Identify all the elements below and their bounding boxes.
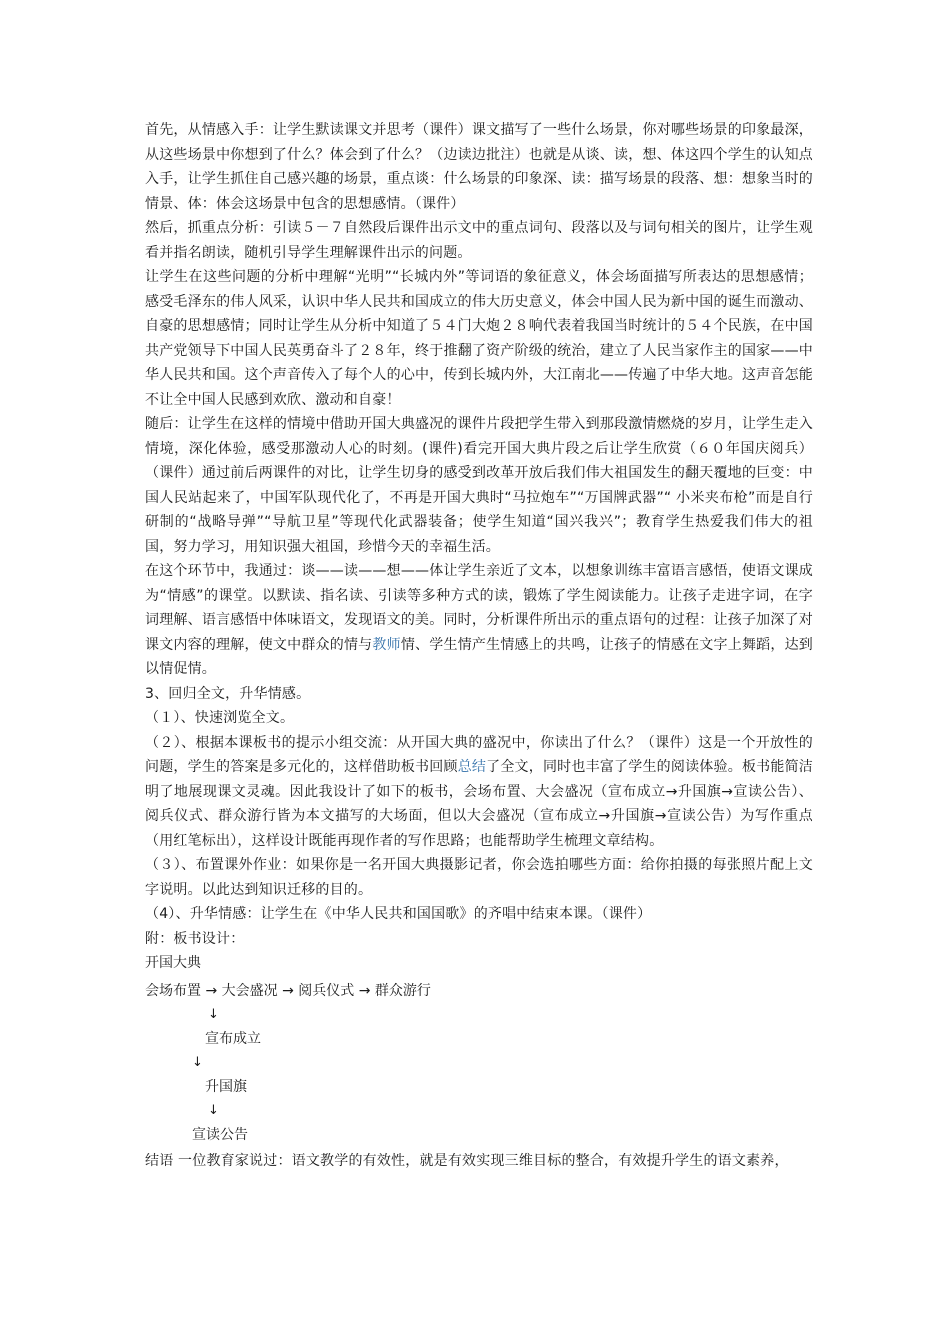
- paragraph-closing: 结语 一位教育家说过：语文教学的有效性，就是有效实现三维目标的整合，有效提升学生的语文素养，: [145, 1153, 789, 1169]
- step-quick-browse: （１）、快速浏览全文。: [145, 710, 295, 726]
- paragraph-text: 情、学生情产生情感上的共鸣，让孩子的情感在文字上舞蹈，达到以情促情。: [145, 636, 813, 677]
- board-design: [145, 951, 813, 1147]
- paragraph-text: 在这个环节中，我通过：谈——读——想——体让学生亲近了文本，以想象训练丰富语言感悟，使语文课成为“情感”的课堂。以默读、指名读、引读等多种方式的读，锻炼了学生阅读能力。让孩子走进字词，在字词理解、语言感悟中体味语文，发现语文的美。同时，分析课件所出示的重点语句的过程：让孩子加深了对课文内容的理解，使文中群众的情与: [145, 563, 813, 653]
- board-design-label: 附：板书设计：: [145, 930, 245, 947]
- summary-link[interactable]: 总结: [457, 759, 487, 775]
- down-arrow-icon: ↓: [208, 1103, 219, 1118]
- board-title: 开国大典: [145, 955, 201, 971]
- paragraph-courseware-video: 随后：让学生在这样的情境中借助开国大典盛况的课件片段把学生带入到那段激情燃烧的岁月，让学生走入情境，深化体验，感受那激动人心的时刻。(课件)看完开国大典片段之后让学生欣赏（６０年国庆阅兵）（课件）通过前后两课件的对比，让学生切身的感受到改革开放后我们伟大祖国发生的翻天覆地的巨变：中国人民站起来了，中国军队现代化了，不再是开国大典时“马拉炮车”“万国牌武器”“ 小米夹布枪”而是自行研制的“战略导弹”“导航卫星”等现代化武器装备；使学生知道“国兴我兴”；教育学生热爱我们伟大的祖国，努力学习，用知识强大祖国，珍惜今天的幸福生活。: [145, 416, 813, 555]
- paragraph-key-analysis: 然后，抓重点分析：引读５－７自然段后课件出示文中的重点词句、段落以及与词句相关的图片，让学生观看并指名朗读，随机引导学生理解课件出示的问题。: [145, 220, 813, 261]
- board-step-flag: 升国旗: [205, 1079, 247, 1095]
- section-heading-review: 3、回归全文，升华情感。: [145, 685, 311, 702]
- down-arrow-icon: ↓: [208, 1007, 219, 1022]
- step-homework: （３）、布置课外作业：如果你是一名开国大典摄影记者，你会选拍哪些方面：给你拍摄的每张照片配上文字说明。以此达到知识迁移的目的。: [145, 857, 813, 898]
- step-sublimate-emotion: （4）、升华情感：让学生在《中华人民共和国国歌》的齐唱中结束本课。（课件）: [145, 906, 652, 922]
- board-main-row: 会场布置 → 大会盛况 → 阅兵仪式 → 群众游行: [145, 983, 431, 999]
- paragraph-text: 了全文，同时也丰富了学生的阅读体验。板书能简洁明了地展现课文灵魂。因此我设计了如下的板书，会场布置、大会盛况（宣布成立→升国旗→宣读公告）、阅兵仪式、群众游行皆为本文描写的大场面，但以大会盛况（宣布成立→升国旗→宣读公告）为写作重点（用红笔标出），这样设计既能再现作者的写作思路；也能帮助学生梳理文章结构。: [145, 759, 814, 849]
- down-arrow-icon: ↓: [192, 1055, 203, 1070]
- board-step-proclamation: 宣读公告: [192, 1127, 248, 1143]
- paragraph-text: （２）、根据本课板书的提示小组交流：从开国大典的盛况中，你读出了什么？（课件）这是一个开放性的问题，学生的答案是多元化的，这样借助板书回顾: [145, 734, 813, 775]
- paragraph-symbolic-meaning: 让学生在这些问题的分析中理解“光明”“长城内外”等词语的象征意义，体会场面描写所表达的思想感情；感受毛泽东的伟人风采，认识中华人民共和国成立的伟大历史意义，体会中国人民为新中国的诞生而激动、自豪的思想感情；同时让学生从分析中知道了５４门大炮２８响代表着我国当时统计的５４个民族，在中国共产党领导下中国人民英勇奋斗了２８年，终于推翻了资产阶级的统治，建立了人民当家作主的国家——中华人民共和国。这个声音传入了每个人的心中，传到长城内外，大江南北——传遍了中华大地。这声音怎能不让全中国人民感到欢欣、激动和自豪！: [145, 269, 813, 408]
- paragraph-teaching-reflection: [145, 559, 813, 682]
- paragraph-emotion-entry: 首先，从情感入手：让学生默读课文并思考（课件）课文描写了一些什么场景，你对哪些场景的印象最深，从这些场景中你想到了什么？体会到了什么？（边读边批注）也就是从谈、读，想、体这四个学生的认知点入手，让学生抓住自己感兴趣的场景，重点谈：什么场景的印象深、读：描写场景的段落、想：想象当时的情景、体：体会这场景中包含的思想感情。（课件）: [145, 122, 813, 212]
- board-step-announce: 宣布成立: [205, 1031, 261, 1047]
- teacher-link[interactable]: 教师: [372, 636, 401, 653]
- step-group-discussion: [145, 731, 813, 854]
- document-page: [145, 118, 813, 1174]
